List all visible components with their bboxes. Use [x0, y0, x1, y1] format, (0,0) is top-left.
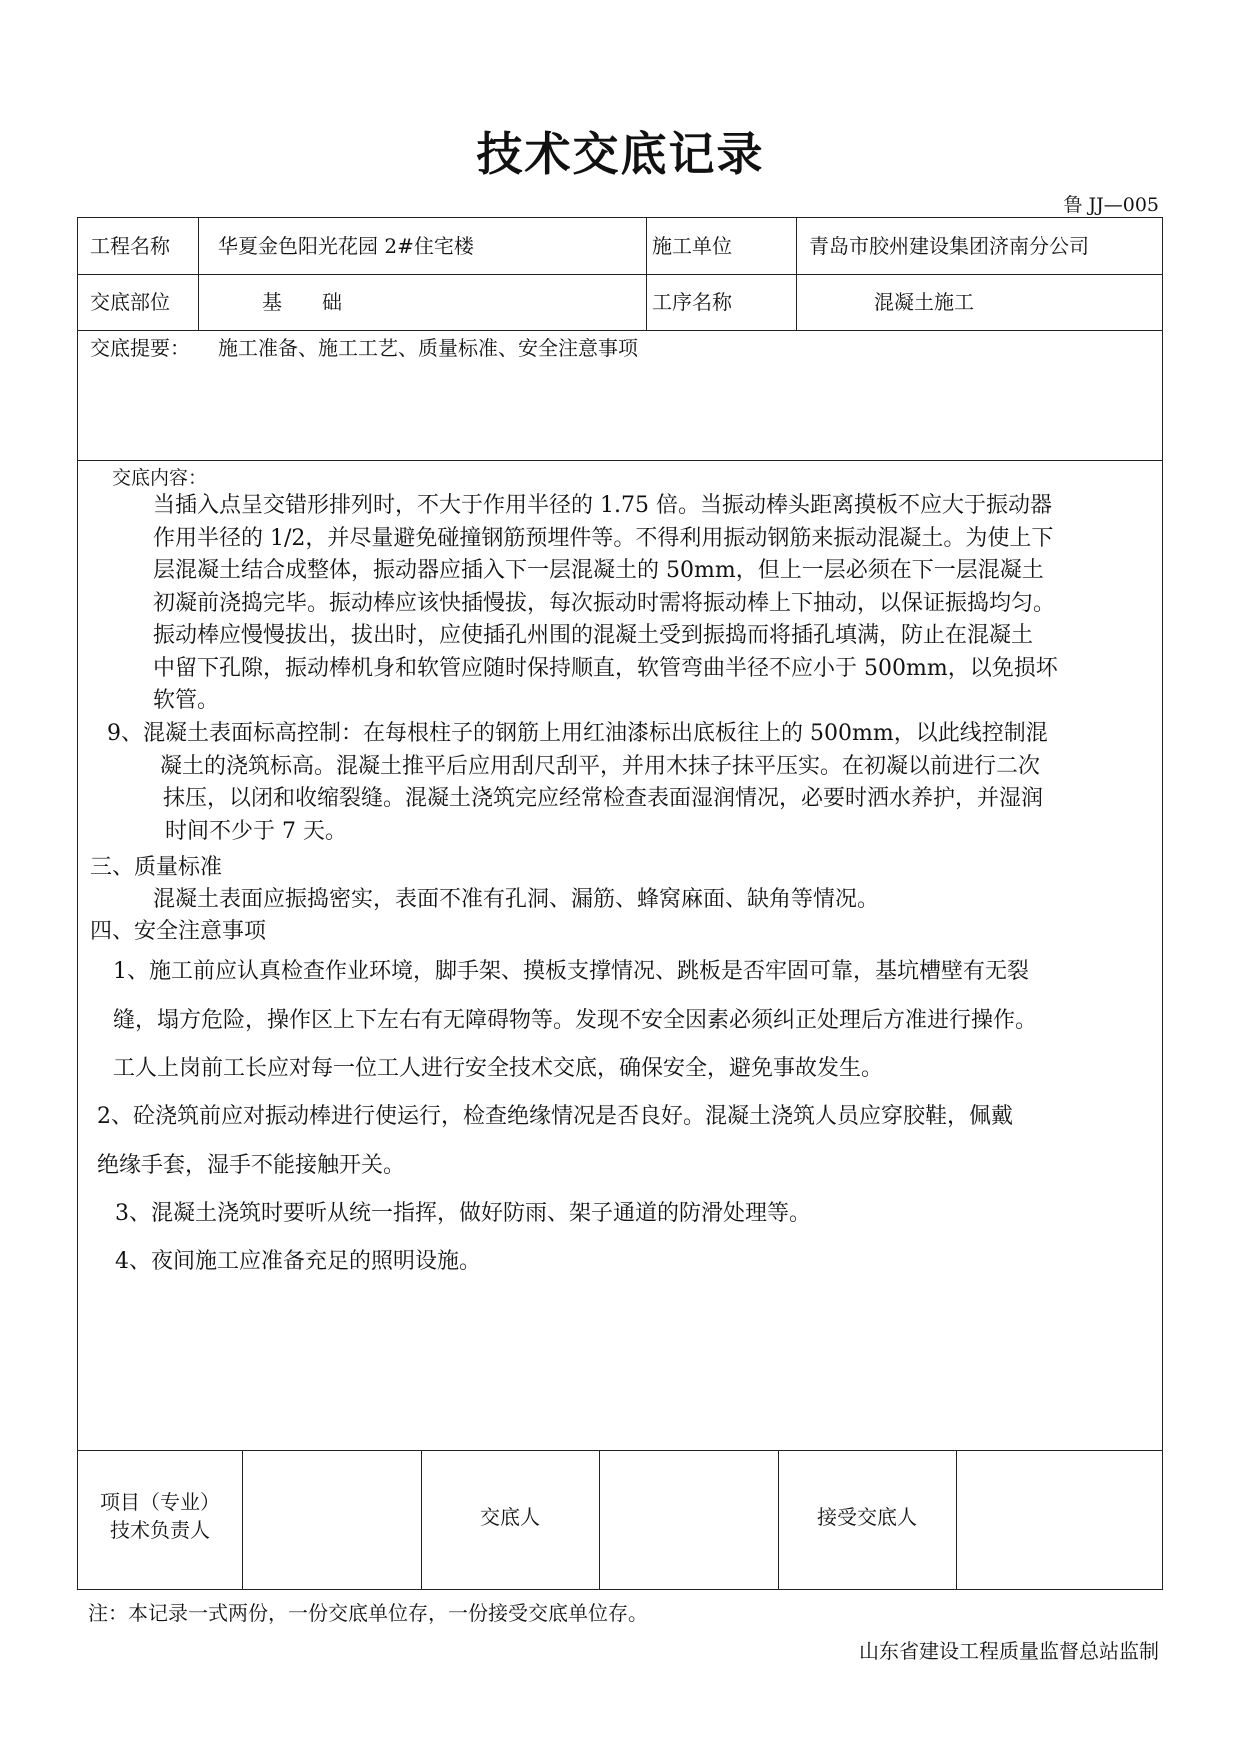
col-divider [646, 218, 647, 330]
safety-item-1 [113, 948, 1037, 1094]
safety-item-4: 4、夜间施工应准备充足的照明设施。 [115, 1249, 481, 1274]
text-line: 当插入点呈交错形排列时，不大于作用半径的 1.75 倍。当振动棒头距离摸板不应大于振动器 [153, 493, 1052, 518]
safety-item-2 [97, 1093, 1013, 1190]
col-divider [956, 1450, 957, 1589]
discloser-label: 交底人 [480, 1505, 540, 1529]
text-line: 作用半径的 1/2，并尽量避免碰撞钢筋预埋件等。不得利用振动钢筋来振动混凝土。为使上下 [153, 525, 1054, 551]
text-line: 抹压，以闭和收缩裂缝。混凝土浇筑完应经常检查表面湿润情况，必要时洒水养护，并湿润 [163, 786, 1044, 811]
summary-value: 施工准备、施工工艺、质量标准、安全注意事项 [218, 336, 638, 360]
form-code: 鲁 JJ—005 [1063, 194, 1159, 216]
content-label: 交底内容： [112, 467, 208, 489]
section-3-text: 混凝土表面应振捣密实，表面不准有孔洞、漏筋、蜂窝麻面、缺角等情况。 [153, 887, 880, 912]
project-name-value: 华夏金色阳光花园 2#住宅楼 [218, 234, 474, 258]
supervisor-footer: 山东省建设工程质量监督总站监制 [859, 1639, 1159, 1663]
text-line: 软管。 [153, 688, 220, 713]
col-divider [599, 1450, 600, 1589]
summary-label: 交底提要： [90, 336, 190, 360]
col-divider [198, 218, 199, 330]
tech-lead-label-line1: 项目（专业） [100, 1490, 220, 1514]
text-line: 中留下孔隙，振动棒机身和软管应随时保持顺直，软管弯曲半径不应小于 500mm，以免损坏 [153, 655, 1058, 681]
text-line: 初凝前浇捣完毕。振动棒应该快插慢拔，每次振动时需将振动棒上下抽动，以保证振捣均匀。 [153, 590, 1056, 616]
col-divider [796, 218, 797, 330]
project-name-label: 工程名称 [90, 234, 170, 258]
section-3-title: 三、质量标准 [90, 855, 223, 880]
part-label: 交底部位 [90, 290, 170, 314]
text-line: 2、砼浇筑前应对振动棒进行使运行，检查绝缘情况是否良好。混凝土浇筑人员应穿胶鞋，佩戴 [97, 1104, 1014, 1129]
text-line: 9、混凝土表面标高控制：在每根柱子的钢筋上用红油漆标出底板往上的 500mm，以此线控制混 [107, 721, 1048, 746]
tech-lead-label [78, 1488, 242, 1544]
process-value: 混凝土施工 [874, 290, 974, 314]
text-line: 振动棒应慢慢拔出，拔出时，应使插孔州围的混凝土受到振捣而将插孔填满，防止在混凝土 [153, 623, 1034, 648]
text-line: 凝土的浇筑标高。混凝土推平后应用刮尺刮平，并用木抹子抹平压实。在初凝以前进行二次 [160, 753, 1041, 779]
contractor-label: 施工单位 [652, 234, 732, 258]
col-divider [242, 1450, 243, 1589]
text-line: 工人上岗前工长应对每一位工人进行安全技术交底，确保安全，避免事故发生。 [113, 1056, 884, 1081]
contractor-value: 青岛市胶州建设集团济南分公司 [809, 234, 1089, 258]
process-label: 工序名称 [652, 290, 732, 314]
safety-item-3: 3、混凝土浇筑时要听从统一指挥，做好防雨、架子通道的防滑处理等。 [115, 1201, 811, 1226]
section-4-title: 四、安全注意事项 [90, 919, 267, 944]
tech-lead-label-line2: 技术负责人 [110, 1518, 210, 1542]
text-line: 时间不少于 7 天。 [165, 818, 347, 844]
text-line: 1、施工前应认真检查作业环境，脚手架、摸板支撑情况、跳板是否牢固可靠，基坑槽壁有无裂 [113, 959, 1030, 984]
row-divider [78, 1450, 1162, 1451]
part-value: 基 础 [262, 290, 342, 314]
text-line: 缝，塌方危险，操作区上下左右有无障碍物等。发现不安全因素必须纠正处理后方准进行操作。 [113, 1007, 1038, 1033]
row-divider [78, 330, 1162, 331]
document-title: 技术交底记录 [476, 127, 765, 181]
vibration-paragraph [153, 490, 1058, 718]
row-divider [78, 274, 1162, 275]
item-9 [107, 718, 1048, 848]
text-line: 绝缘手套，湿手不能接触开关。 [97, 1152, 406, 1178]
row-divider [78, 460, 1162, 461]
receiver-label: 接受交底人 [817, 1505, 917, 1529]
record-note: 注：本记录一式两份，一份交底单位存，一份接受交底单位存。 [88, 1601, 648, 1625]
text-line: 层混凝土结合成整体，振动器应插入下一层混凝土的 50mm，但上一层必须在下一层混凝土 [153, 558, 1044, 583]
